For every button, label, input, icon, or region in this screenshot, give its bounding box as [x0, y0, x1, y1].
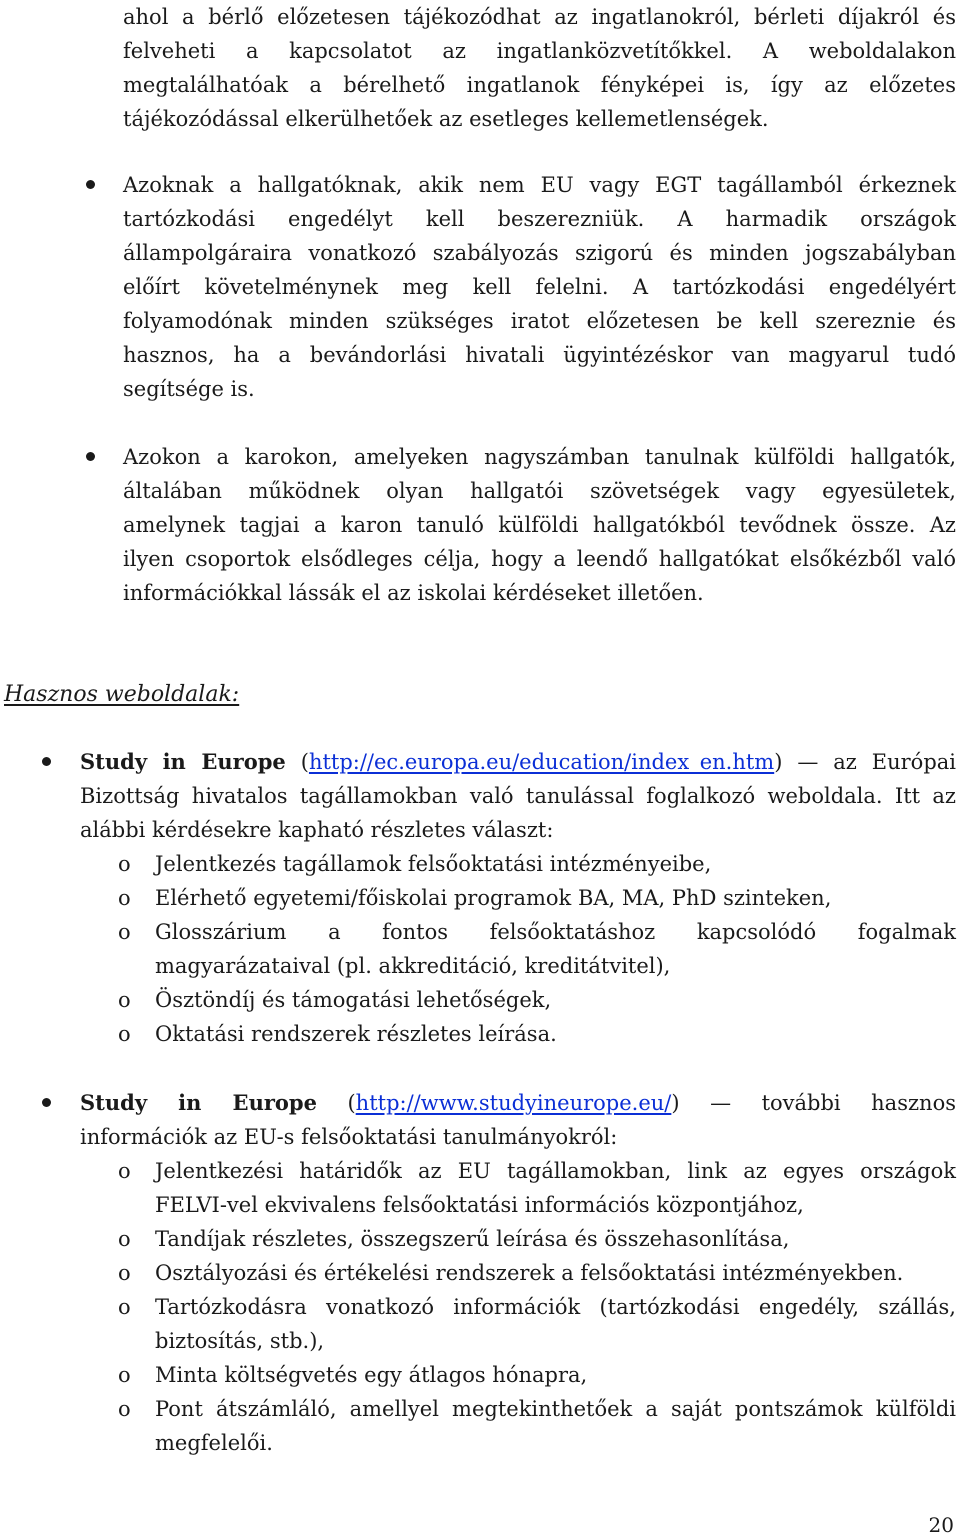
site1-entry [80, 745, 956, 847]
site1-subitem [155, 847, 956, 881]
site1-name: Study in Europe [80, 749, 286, 774]
site2-first-line [80, 1086, 956, 1120]
paragraph-line: Pont átszámláló, amellyel megtekinthetőek a saját pontszámok külföldi [155, 1397, 956, 1421]
paragraph-line: Azoknak a hallgatóknak, akik nem EU vagy EGT tagállamból érkeznek [123, 173, 956, 197]
paragraph-line: Tartózkodásra vonatkozó információk (tartózkodási engedély, szállás, [155, 1295, 956, 1319]
paragraph-line: tartózkodási engedélyt kell beszerezniük. A harmadik országok [123, 207, 956, 231]
paragraph-line: biztosítás, stb.), [155, 1329, 325, 1353]
paragraph-line: felveheti a kapcsolatot az ingatlanközvetítőkkel. A weboldalakon [123, 39, 956, 63]
site2-subitem [155, 1392, 956, 1460]
paragraph-line: állampolgáraira vonatkozó szabályozás szigorú és minden jogszabályban [123, 241, 956, 265]
paragraph-line: Bizottság hivatalos tagállamokban való tanulással foglalkozó weboldala. Itt az [80, 784, 956, 808]
sub-bullet-marker: o [118, 1363, 131, 1387]
site1-link[interactable]: http://ec.europa.eu/education/index_en.htm [308, 750, 775, 774]
paragraph-line: információkkal lássák el az iskolai kérdéseket illetően. [123, 581, 704, 605]
paragraph-line: megfelelői. [155, 1431, 273, 1455]
site2-subitem [155, 1256, 956, 1290]
sub-bullet-marker: o [118, 1397, 131, 1421]
bullet-dot-icon [86, 180, 95, 189]
open-paren: ( [300, 750, 309, 774]
site1-subitem [155, 983, 956, 1017]
residence-permit-paragraph [123, 168, 956, 406]
page-number: 20 [928, 1513, 954, 1537]
sub-bullet-marker: o [118, 1159, 131, 1183]
site2-subitem [155, 1358, 956, 1392]
site1-rest: ) — az Európai [774, 750, 956, 774]
paragraph-line: folyamodónak minden szükséges iratot előzetesen be kell szereznie és [123, 309, 956, 333]
student-associations-paragraph [123, 440, 956, 610]
paragraph-line: magyarázataival (pl. akkreditáció, kreditátvitel), [155, 954, 671, 978]
sub-bullet-marker: o [118, 852, 131, 876]
paragraph-line: Jelentkezés tagállamok felsőoktatási intézményeibe, [155, 852, 712, 876]
paragraph-line: Minta költségvetés egy átlagos hónapra, [155, 1363, 588, 1387]
paragraph-line: hasznos, ha a bevándorlási hivatali ügyintézéskor van magyarul tudó [123, 343, 956, 367]
sub-bullet-marker: o [118, 988, 131, 1012]
paragraph-line: Elérhető egyetemi/főiskolai programok BA, MA, PhD szinteken, [155, 886, 832, 910]
sub-bullet-marker: o [118, 1022, 131, 1046]
site2-rest: ) — további hasznos [671, 1091, 956, 1115]
paragraph-line: amelynek tagjai a karon tanuló külföldi hallgatókból tevődnek össze. Az [123, 513, 956, 537]
paragraph-line: Oktatási rendszerek részletes leírása. [155, 1022, 557, 1046]
sub-bullet-marker: o [118, 886, 131, 910]
sub-bullet-marker: o [118, 1295, 131, 1319]
paragraph-line: ilyen csoportok elsődleges célja, hogy a leendő hallgatókat elsőkézből való [123, 547, 956, 571]
paragraph-line: alábbi kérdésekre kapható részletes választ: [80, 818, 554, 842]
sub-bullet-marker: o [118, 920, 131, 944]
bullet-dot-icon [86, 452, 95, 461]
site1-subitem [155, 1017, 956, 1051]
site2-subitem [155, 1290, 956, 1358]
paragraph-line: Ösztöndíj és támogatási lehetőségek, [155, 988, 552, 1012]
site2-subitem [155, 1222, 956, 1256]
paragraph-line: ahol a bérlő előzetesen tájékozódhat az ingatlanokról, bérleti díjakról és [123, 5, 956, 29]
paragraph-line: segítsége is. [123, 377, 255, 401]
intro-paragraph [123, 0, 956, 136]
paragraph-line: Jelentkezési határidők az EU tagállamokban, link az egyes országok [155, 1159, 956, 1183]
sub-bullet-marker: o [118, 1227, 131, 1251]
useful-sites-heading: Hasznos weboldalak: [4, 682, 240, 707]
paragraph-line: általában működnek olyan hallgatói szövetségek vagy egyesületek, [123, 479, 956, 503]
site2-entry [80, 1086, 956, 1154]
paragraph-line: Azokon a karokon, amelyeken nagyszámban tanulnak külföldi hallgatók, [123, 445, 956, 469]
site1-subitem [155, 915, 956, 983]
bullet-dot-icon [42, 757, 51, 766]
paragraph-line: Tandíjak részletes, összegszerű leírása és összehasonlítása, [155, 1227, 790, 1251]
paragraph-line: megtalálhatóak a bérelhető ingatlanok fényképei is, így az előzetes [123, 73, 956, 97]
open-paren: ( [347, 1091, 356, 1115]
site2-name: Study in Europe [80, 1090, 317, 1115]
paragraph-line: FELVI-vel ekvivalens felsőoktatási információs központjához, [155, 1193, 804, 1217]
paragraph-line: előírt követelménynek meg kell felelni. A tartózkodási engedélyért [123, 275, 956, 299]
site1-first-line [80, 745, 956, 779]
paragraph-line: információk az EU-s felsőoktatási tanulmányokról: [80, 1125, 618, 1149]
paragraph-line: Osztályozási és értékelési rendszerek a felsőoktatási intézményekben. [155, 1261, 904, 1285]
sub-bullet-marker: o [118, 1261, 131, 1285]
bullet-dot-icon [42, 1098, 51, 1107]
site2-link[interactable]: http://www.studyineurope.eu/ [355, 1091, 672, 1115]
paragraph-line: tájékozódással elkerülhetőek az esetleges kellemetlenségek. [123, 107, 769, 131]
site2-subitem [155, 1154, 956, 1222]
site1-subitem [155, 881, 956, 915]
paragraph-line: Glosszárium a fontos felsőoktatáshoz kapcsolódó fogalmak [155, 920, 956, 944]
